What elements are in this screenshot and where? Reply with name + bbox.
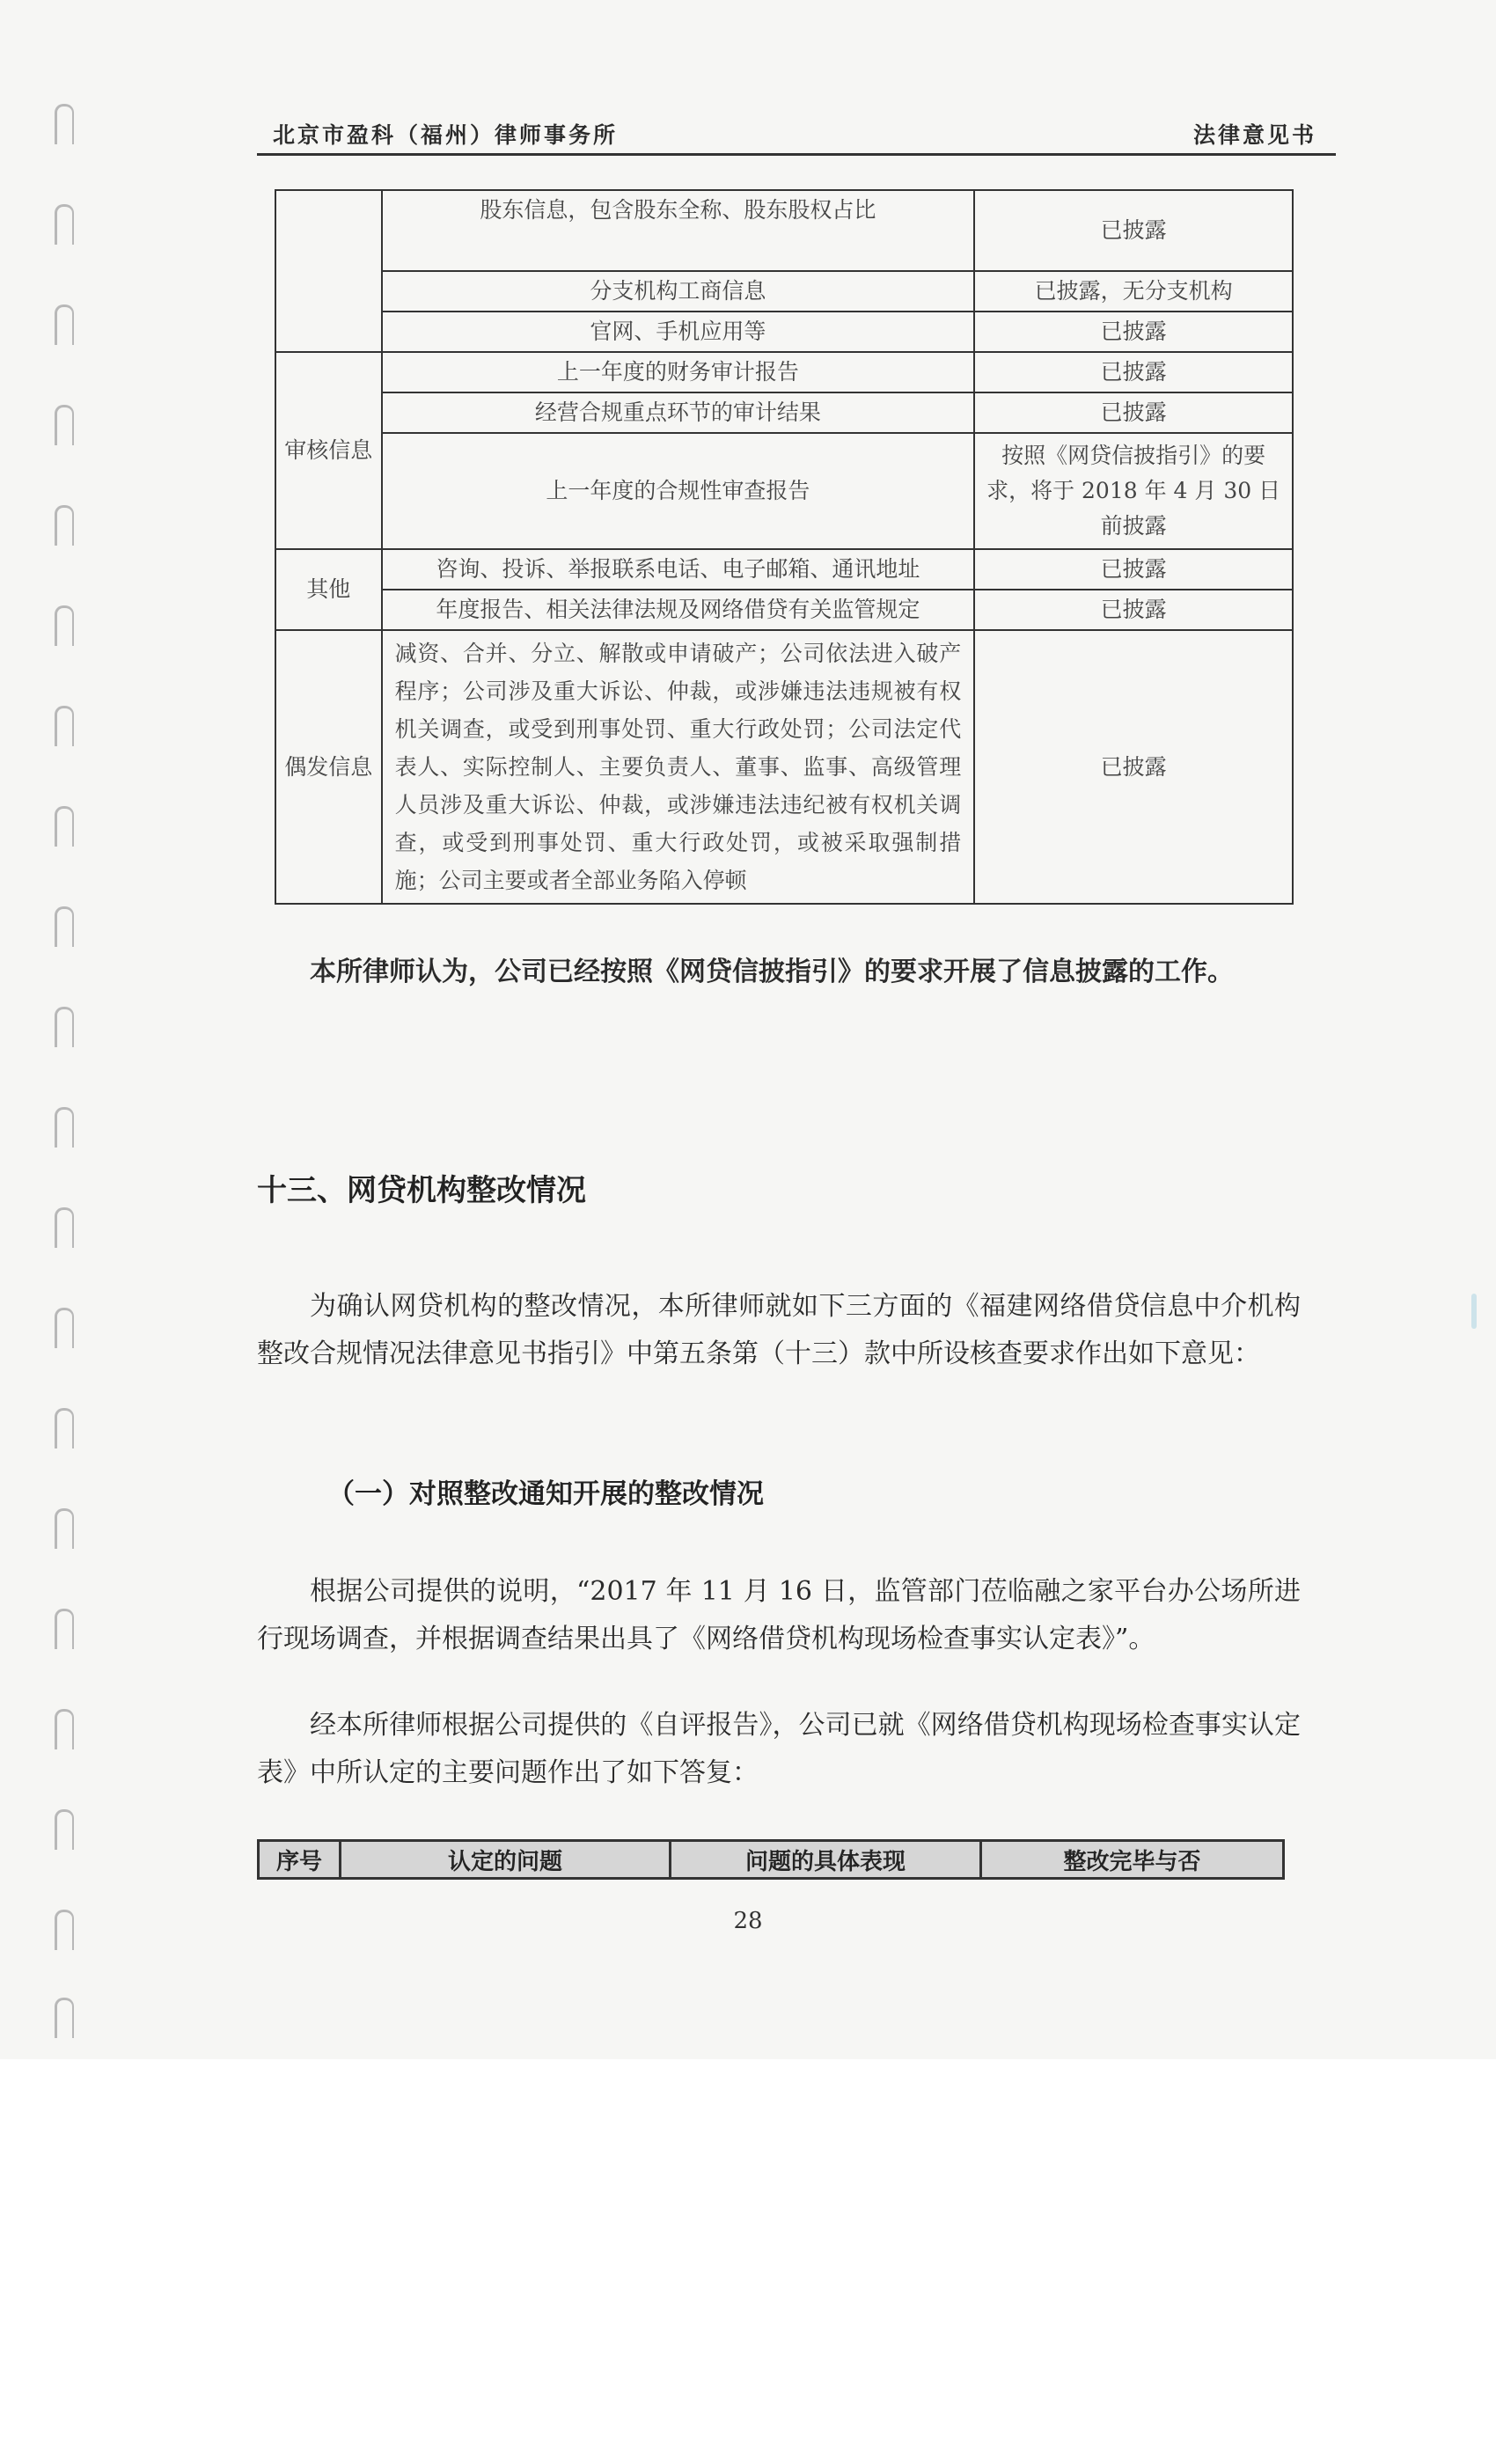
table-row [275, 271, 1293, 312]
binding-hole [55, 1308, 74, 1348]
item-cell: 年度报告、相关法律法规及网络借贷有关监管规定 [382, 590, 975, 630]
conclusion-paragraph: 本所律师认为，公司已经按照《网贷信披指引》的要求开展了信息披露的工作。 [310, 957, 1234, 987]
value-cell: 已披露 [974, 549, 1293, 590]
item-cell: 上一年度的合规性审查报告 [382, 433, 975, 549]
binding-hole [55, 1107, 74, 1148]
table-row [275, 549, 1293, 590]
binding-hole [55, 806, 74, 847]
value-cell: 已披露 [974, 352, 1293, 392]
column-header: 序号 [259, 1841, 341, 1879]
category-cell: 审核信息 [275, 352, 382, 549]
binding-hole [55, 605, 74, 646]
item-cell: 官网、手机应用等 [382, 312, 975, 352]
value-cell: 按照《网贷信披指引》的要求，将于 2018 年 4 月 30 日前披露 [974, 433, 1293, 549]
binding-hole [55, 405, 74, 445]
binding-hole [55, 1007, 74, 1047]
binding-hole [55, 304, 74, 345]
item-cell: 经营合规重点环节的审计结果 [382, 392, 975, 433]
rectification-table [257, 1839, 1285, 1880]
category-cell [275, 190, 382, 352]
binding-hole [55, 1809, 74, 1850]
body-paragraph: 根据公司提供的说明，“2017 年 11 月 16 日，监管部门莅临融之家平台办公场所进行现场调查，并根据调查结果出具了《网络借贷机构现场检查事实认定表》”。 [257, 1576, 1301, 1654]
binding-hole [55, 1408, 74, 1448]
binding-hole [55, 1508, 74, 1549]
table-row [275, 392, 1293, 433]
subsection-title: （一）对照整改通知开展的整改情况 [327, 1478, 764, 1510]
table-row [275, 312, 1293, 352]
table-row [275, 352, 1293, 392]
edge-mark [1471, 1294, 1477, 1329]
binding-hole [55, 1207, 74, 1248]
table-header-row [259, 1841, 1284, 1879]
binding-hole [55, 505, 74, 546]
item-cell: 咨询、投诉、举报联系电话、电子邮箱、通讯地址 [382, 549, 975, 590]
value-cell: 已披露 [974, 312, 1293, 352]
page-number: 28 [733, 1908, 763, 1934]
value-cell: 已披露 [974, 392, 1293, 433]
value-cell: 已披露，无分支机构 [974, 271, 1293, 312]
binding-hole [55, 706, 74, 746]
intro-paragraph: 为确认网贷机构的整改情况，本所律师就如下三方面的《福建网络借贷信息中介机构整改合规情况法律意见书指引》中第五条第（十三）款中所设核查要求作出如下意见： [257, 1291, 1301, 1369]
column-header: 问题的具体表现 [671, 1841, 981, 1879]
binding-hole [55, 906, 74, 947]
binding-hole [55, 204, 74, 245]
document-type: 法律意见书 [1192, 122, 1316, 148]
table-row [275, 190, 1293, 271]
table-row [275, 433, 1293, 549]
value-cell: 已披露 [974, 590, 1293, 630]
value-cell: 已披露 [974, 190, 1293, 271]
section-title: 十三、网贷机构整改情况 [257, 1173, 586, 1208]
category-cell: 其他 [275, 549, 382, 630]
category-cell: 偶发信息 [275, 630, 382, 904]
table-row [275, 630, 1293, 904]
table-row [275, 590, 1293, 630]
item-cell: 上一年度的财务审计报告 [382, 352, 975, 392]
item-cell: 分支机构工商信息 [382, 271, 975, 312]
column-header: 整改完毕与否 [981, 1841, 1284, 1879]
page-header [257, 114, 1336, 156]
value-cell: 已披露 [974, 630, 1293, 904]
firm-name: 北京市盈科（福州）律师事务所 [273, 122, 619, 148]
binding-hole [55, 1609, 74, 1649]
column-header: 认定的问题 [341, 1841, 671, 1879]
body-paragraph: 经本所律师根据公司提供的《自评报告》，公司已就《网络借贷机构现场检查事实认定表》中所认定的主要问题作出了如下答复： [257, 1710, 1301, 1788]
disclosure-table [275, 189, 1294, 905]
item-cell: 减资、合并、分立、解散或申请破产；公司依法进入破产程序；公司涉及重大诉讼、仲裁，或涉嫌违法违规被有权机关调查，或受到刑事处罚、重大行政处罚；公司法定代表人、实际控制人、主要负责人、董事、监事、高级管理人员涉及重大诉讼、仲裁，或涉嫌违法违纪被有权机关调查，或受到刑事处罚、重大行政处罚，或被采取强制措施；公司主要或者全部业务陷入停顿 [382, 630, 975, 904]
item-cell: 股东信息，包含股东全称、股东股权占比 [382, 190, 975, 271]
binding-hole [55, 1709, 74, 1749]
binding-hole [55, 1998, 74, 2038]
binding-hole [55, 104, 74, 144]
